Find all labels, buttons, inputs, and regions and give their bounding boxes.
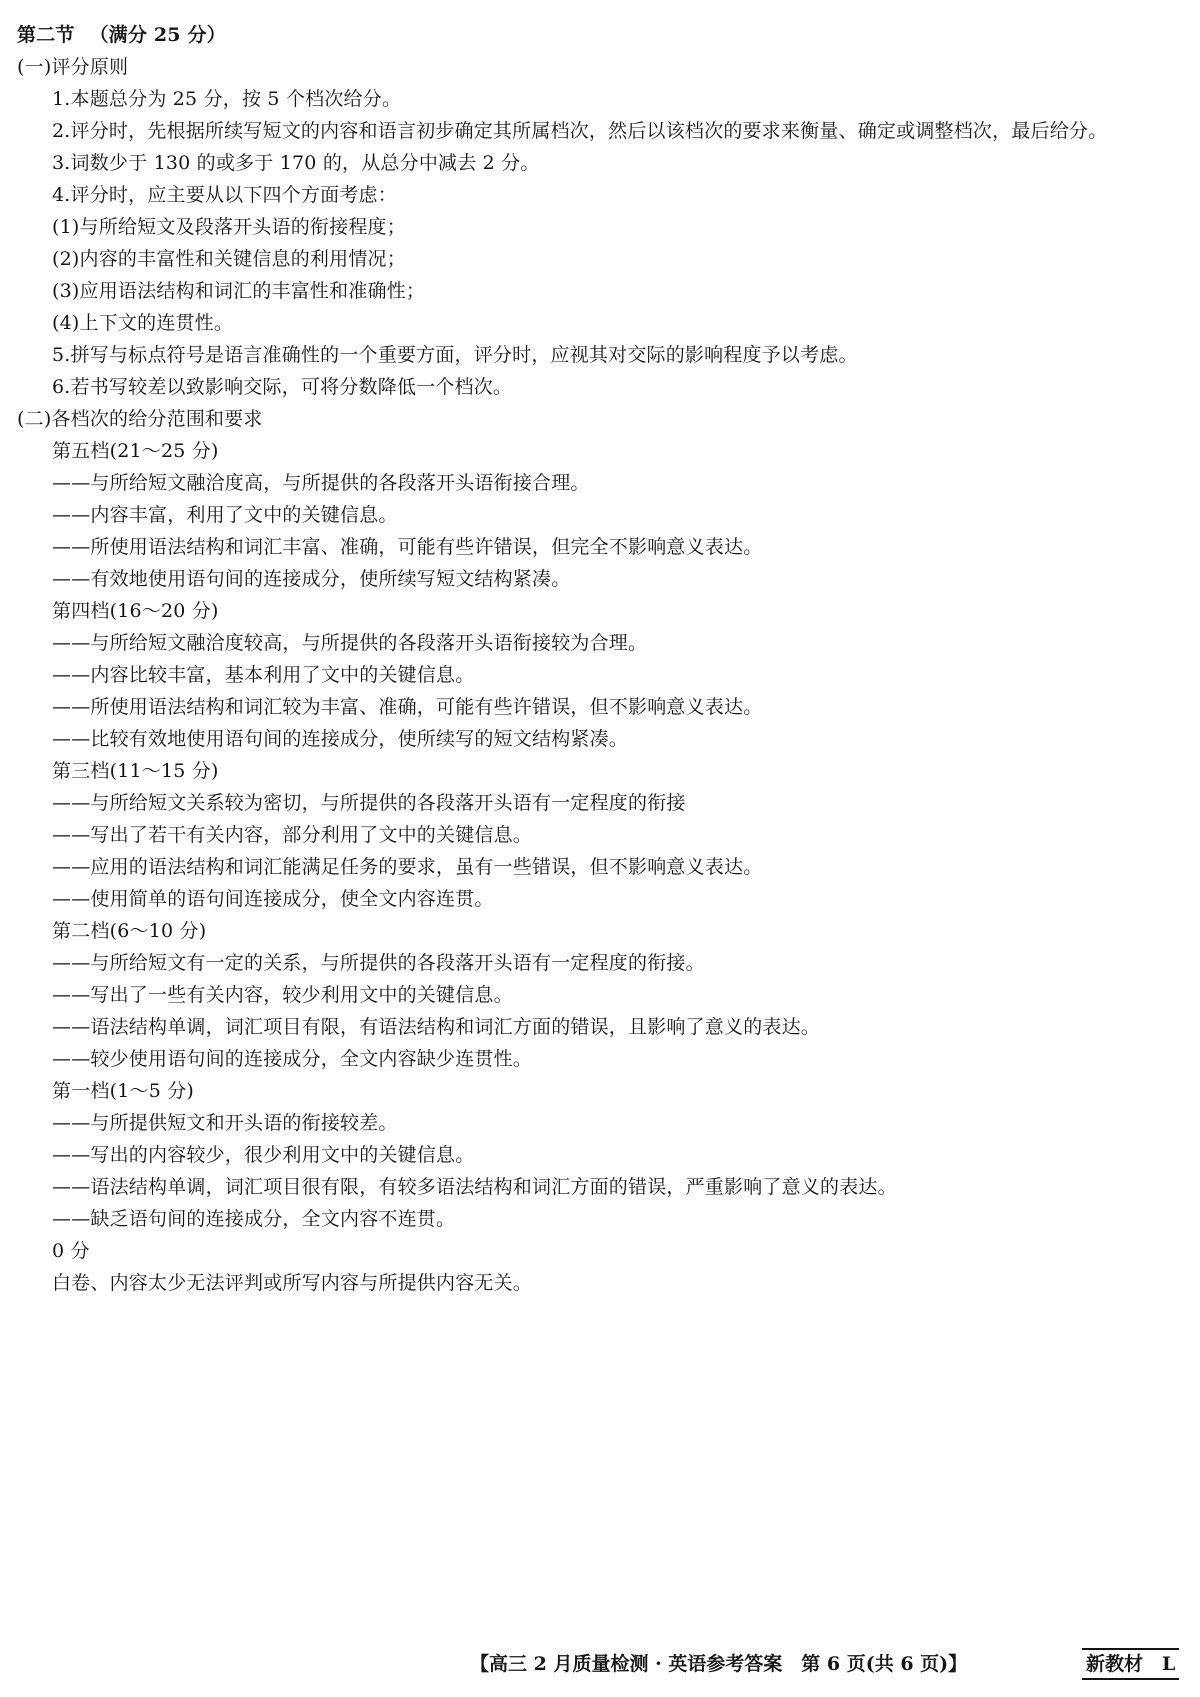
band-criterion: 白卷、内容太少无法评判或所写内容与所提供内容无关。	[52, 1272, 533, 1294]
band-criterion: ——有效地使用语句间的连接成分，使所续写短文结构紧凑。	[52, 568, 571, 590]
rule-item: 4.评分时，应主要从以下四个方面考虑：	[52, 184, 397, 206]
band-criterion: ——写出了若干有关内容，部分利用了文中的关键信息。	[52, 824, 533, 846]
rule-subitem: (4)上下文的连贯性。	[52, 312, 234, 334]
section-title	[17, 21, 226, 49]
band-criterion: ——与所给短文有一定的关系，与所提供的各段落开头语有一定程度的衔接。	[52, 952, 705, 974]
band-title: 第一档(1～5 分)	[52, 1080, 195, 1102]
band-criterion: ——语法结构单调，词汇项目有限，有语法结构和词汇方面的错误，且影响了意义的表达。	[52, 1016, 821, 1038]
band-criterion: ——使用简单的语句间连接成分，使全文内容连贯。	[52, 888, 494, 910]
band-criterion: ——所使用语法结构和词汇丰富、准确，可能有些许错误，但完全不影响意义表达。	[52, 536, 763, 558]
rule-item: 3.词数少于 130 的或多于 170 的，从总分中减去 2 分。	[52, 152, 540, 174]
rule-item: 1.本题总分为 25 分，按 5 个档次给分。	[52, 88, 402, 110]
band-criterion: ——内容丰富，利用了文中的关键信息。	[52, 504, 398, 526]
band-title: 0 分	[52, 1240, 90, 1262]
band-title: 第三档(11～15 分)	[52, 760, 219, 782]
section-score: （满分 25 分）	[89, 24, 226, 46]
band-criterion: ——与所提供短文和开头语的衔接较差。	[52, 1112, 398, 1134]
band-criterion: ——写出的内容较少，很少利用文中的关键信息。	[52, 1144, 475, 1166]
rule-item: 6.若书写较差以致影响交际，可将分数降低一个档次。	[52, 376, 513, 398]
band-criterion: ——所使用语法结构和词汇较为丰富、准确，可能有些许错误，但不影响意义表达。	[52, 696, 763, 718]
band-criterion: ——应用的语法结构和词汇能满足任务的要求，虽有一些错误，但不影响意义表达。	[52, 856, 763, 878]
band-criterion: ——与所给短文关系较为密切，与所提供的各段落开头语有一定程度的衔接	[52, 792, 686, 814]
band-title: 第二档(6～10 分)	[52, 920, 207, 942]
band-criterion: ——内容比较丰富，基本利用了文中的关键信息。	[52, 664, 475, 686]
band-criterion: ——与所给短文融洽度高，与所提供的各段落开头语衔接合理。	[52, 472, 590, 494]
part1-heading: (一)评分原则	[17, 56, 129, 78]
rule-subitem: (1)与所给短文及段落开头语的衔接程度；	[52, 216, 406, 238]
page-footer: 【高三 2 月质量检测 · 英语参考答案 第 6 页(共 6 页)】	[470, 1653, 968, 1675]
rule-item: 2.评分时，先根据所续写短文的内容和语言初步确定其所属档次，然后以该档次的要求来衡量、确定或调整档次，最后给分。	[52, 120, 1108, 142]
section-name: 第二节	[17, 24, 75, 46]
band-title: 第五档(21～25 分)	[52, 440, 219, 462]
band-criterion: ——缺乏语句间的连接成分，全文内容不连贯。	[52, 1208, 456, 1230]
band-criterion: ——比较有效地使用语句间的连接成分，使所续写的短文结构紧凑。	[52, 728, 629, 750]
band-criterion: ——与所给短文融洽度较高，与所提供的各段落开头语衔接较为合理。	[52, 632, 648, 654]
band-criterion: ——语法结构单调，词汇项目很有限，有较多语法结构和词汇方面的错误，严重影响了意义的表达。	[52, 1176, 897, 1198]
edition-badge: 新教材 L	[1082, 1648, 1179, 1680]
band-criterion: ——较少使用语句间的连接成分，全文内容缺少连贯性。	[52, 1048, 533, 1070]
band-criterion: ——写出了一些有关内容，较少利用文中的关键信息。	[52, 984, 513, 1006]
rule-subitem: (2)内容的丰富性和关键信息的利用情况；	[52, 248, 406, 270]
band-title: 第四档(16～20 分)	[52, 600, 219, 622]
rule-item: 5.拼写与标点符号是语言准确性的一个重要方面，评分时，应视其对交际的影响程度予以考虑。	[52, 344, 858, 366]
part2-heading: (二)各档次的给分范围和要求	[17, 408, 263, 430]
rule-subitem: (3)应用语法结构和词汇的丰富性和准确性；	[52, 280, 426, 302]
